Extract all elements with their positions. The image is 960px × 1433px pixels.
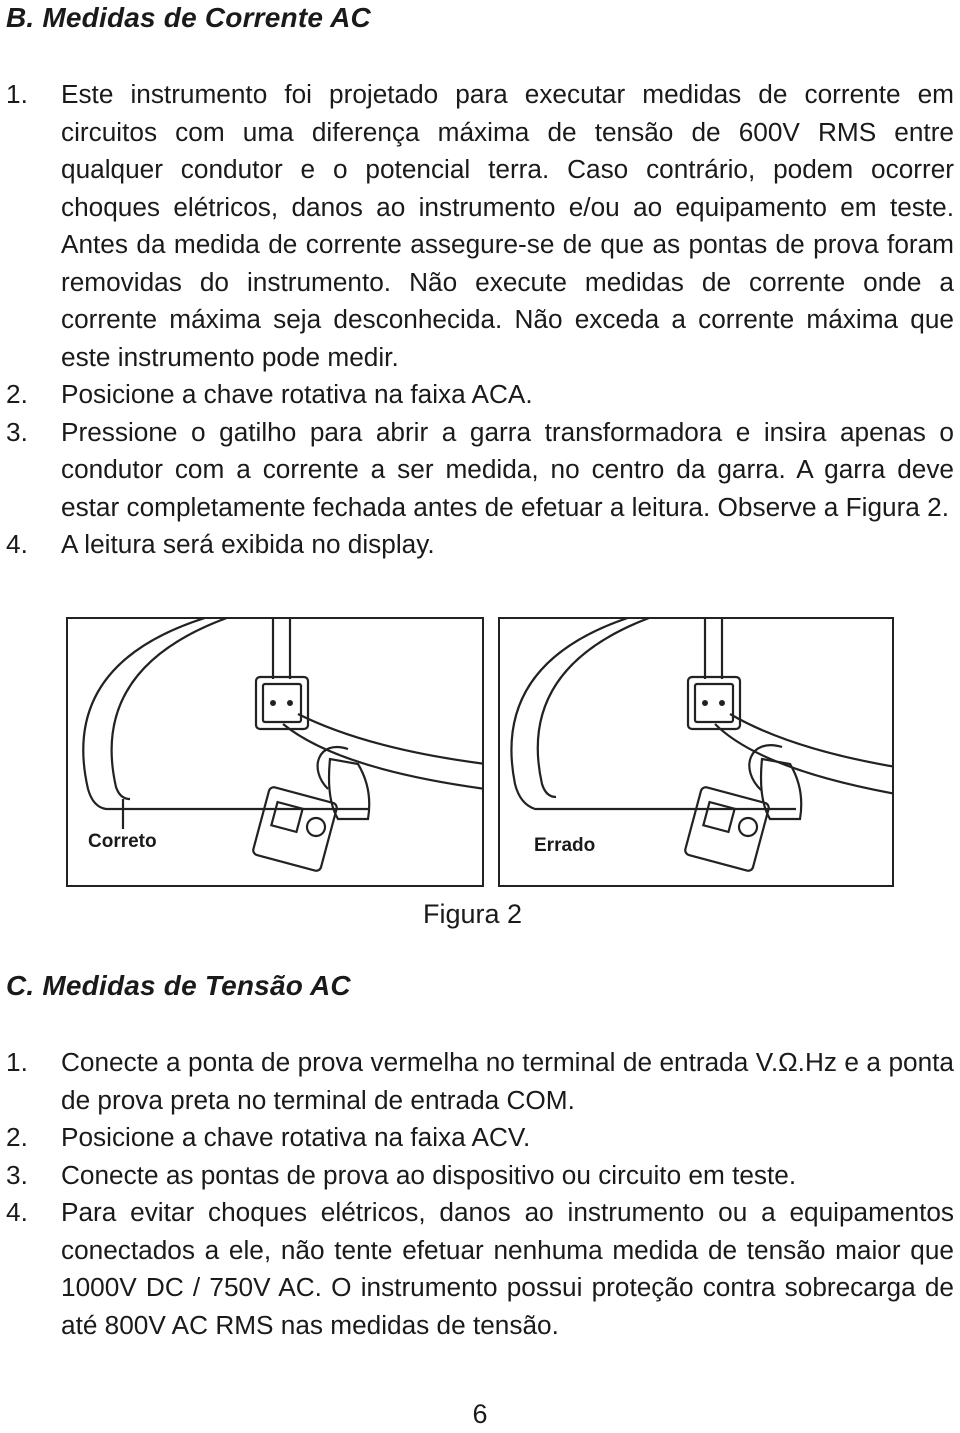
item-text: Conecte a ponta de prova vermelha no terminal de entrada V.Ω.Hz e a ponta de prova preta no terminal de entrada COM. — [61, 1047, 954, 1115]
list-item — [6, 1157, 954, 1195]
correct-usage-panel — [66, 617, 484, 887]
item-number: 2. — [6, 1122, 28, 1152]
list-item — [6, 526, 954, 564]
item-number: 1. — [6, 1047, 28, 1077]
item-number: 3. — [6, 416, 28, 447]
section-b-title: B. Medidas de Corrente AC — [6, 2, 371, 33]
correct-label: Correto — [84, 831, 161, 853]
section-b-list — [6, 76, 954, 564]
item-text: Pressione o gatilho para abrir a garra transformadora e insira apenas o condutor com a corrente a ser medida, no centro da garra. A garra deve estar completamente fechada antes de efetuar a leitura. Observe a Figura 2. — [61, 416, 954, 522]
item-number: 3. — [6, 1159, 28, 1190]
section-c-title: C. Medidas de Tensão AC — [6, 970, 351, 1001]
item-text: A leitura será exibida no display. — [61, 529, 435, 559]
list-item — [6, 1194, 954, 1344]
page-number: 6 — [472, 1399, 488, 1429]
figure-caption: Figura 2 — [423, 899, 523, 929]
item-number: 4. — [6, 529, 28, 559]
list-item — [6, 1044, 954, 1119]
item-text: Este instrumento foi projetado para executar medidas de corrente em circuitos com uma diferença máxima de tensão de 600V RMS entre qualquer condutor e o potencial terra. Caso contrário, podem ocorrer choques elétricos, danos ao instrumento e/ou ao equipamento em teste. Antes da medida de corrente assegure-se de que as pontas de prova foram removidas do instrumento. Não execute medidas de corrente onde a corrente máxima seja desconhecida. Não exceda a corrente máxima que este instrumento pode medir. — [61, 79, 954, 372]
item-number: 4. — [6, 1197, 28, 1227]
list-item — [6, 1119, 954, 1157]
section-c-list — [6, 1044, 954, 1344]
item-number: 2. — [6, 379, 28, 409]
list-item — [6, 76, 954, 376]
item-text: Para evitar choques elétricos, danos ao instrumento ou a equipamentos conectados a ele, não tente efetuar nenhuma medida de tensão maior que 1000V DC / 750V AC. O instrumento possui proteção contra sobrecarga de até 800V AC RMS nas medidas de tensão. — [61, 1197, 954, 1340]
item-text: Posicione a chave rotativa na faixa ACV. — [61, 1122, 531, 1152]
list-item — [6, 376, 954, 414]
wrong-usage-panel — [498, 617, 894, 887]
item-text: Conecte as pontas de prova ao dispositivo ou circuito em teste. — [61, 1159, 797, 1190]
item-number: 1. — [6, 79, 28, 109]
list-item — [6, 414, 954, 527]
figure-2 — [66, 617, 896, 929]
wrong-label: Errado — [530, 835, 599, 857]
item-text: Posicione a chave rotativa na faixa ACA. — [61, 379, 533, 409]
